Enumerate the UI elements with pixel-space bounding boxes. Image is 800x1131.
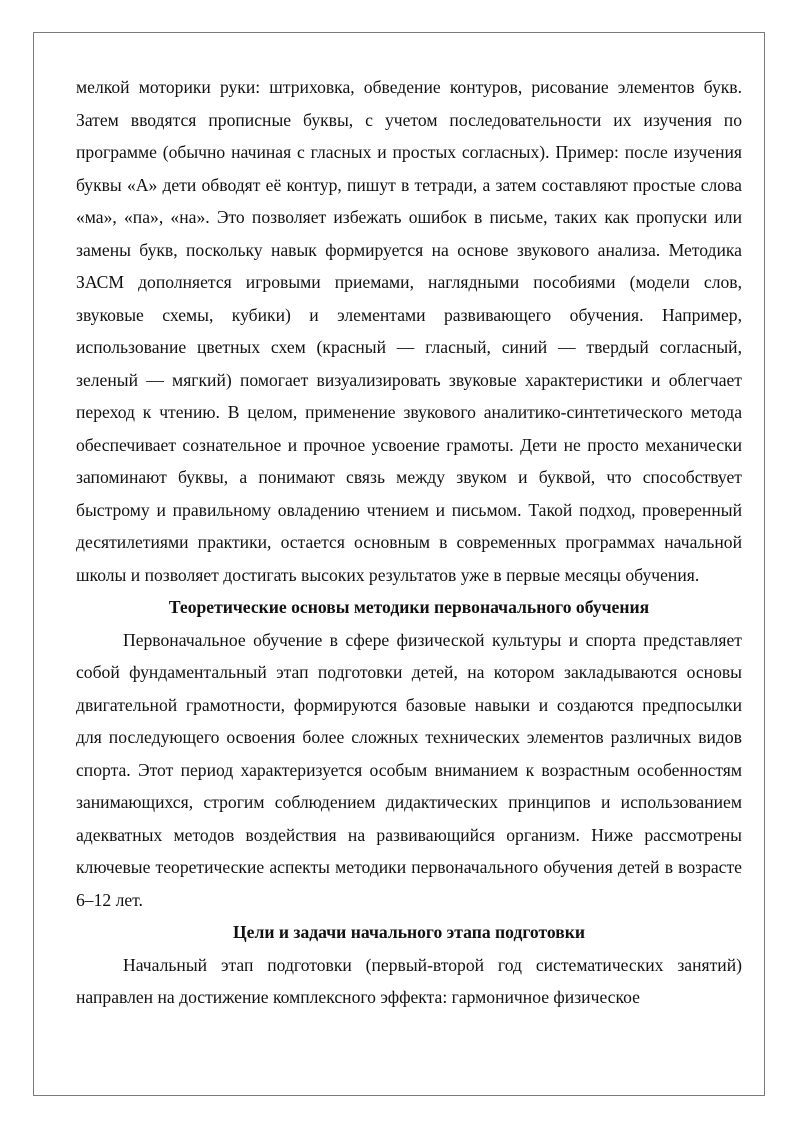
section-heading: Теоретические основы методики первоначального обучения: [168, 597, 650, 617]
paragraph: Начальный этап подготовки (первый-второй год систематических занятий) направлен на достижение комплексного эффекта: гармоничное физическое: [76, 954, 742, 1007]
document-body: [76, 71, 742, 1014]
paragraph: Первоначальное обучение в сфере физической культуры и спорта представляет собой фундаментальный этап подготовки детей, на котором закладываются основы двигательной грамотности, формируются базовые навыки и создаются предпосылки для последующего освоения более сложных технических элементов различных видов спорта. Этот период характеризуется особым вниманием к возрастным особенностям занимающихся, строгим соблюдением дидактических принципов и использованием адекватных методов воздействия на развивающийся организм. Ниже рассмотрены ключевые теоретические аспекты методики первоначального обучения детей в возрасте 6–12 лет.: [76, 629, 742, 910]
paragraph-continuation: мелкой моторики руки: штриховка, обведение контуров, рисование элементов букв. Затем вводятся прописные буквы, с учетом последовательности их изучения по программе (обычно начиная с гласных и простых согласных). Пример: после изучения буквы «А» дети обводят её контур, пишут в тетради, а затем составляют простые слова «ма», «па», «на». Это позволяет избежать ошибок в письме, таких как пропуски или замены букв, поскольку навык формируется на основе звукового анализа. Методика ЗАСМ дополняется игровыми приемами, наглядными пособиями (модели слов, звуковые схемы, кубики) и элементами развивающего обучения. Например, использование цветных схем (красный — гласный, синий — твердый согласный, зеленый — мягкий) помогает визуализировать звуковые характеристики и облегчает переход к чтению. В целом, применение звукового аналитико-синтетического метода обеспечивает сознательное и прочное усвоение грамоты. Дети не просто механически запоминают буквы, а понимают связь между звуком и буквой, что способствует быстрому и правильному овладению чтением и письмом. Такой подход, проверенный десятилетиями практики, остается основным в современных программах начальной школы и позволяет достигать высоких результатов уже в первые месяцы обучения.: [76, 77, 742, 585]
subsection-heading: Цели и задачи начального этапа подготовки: [232, 922, 586, 942]
